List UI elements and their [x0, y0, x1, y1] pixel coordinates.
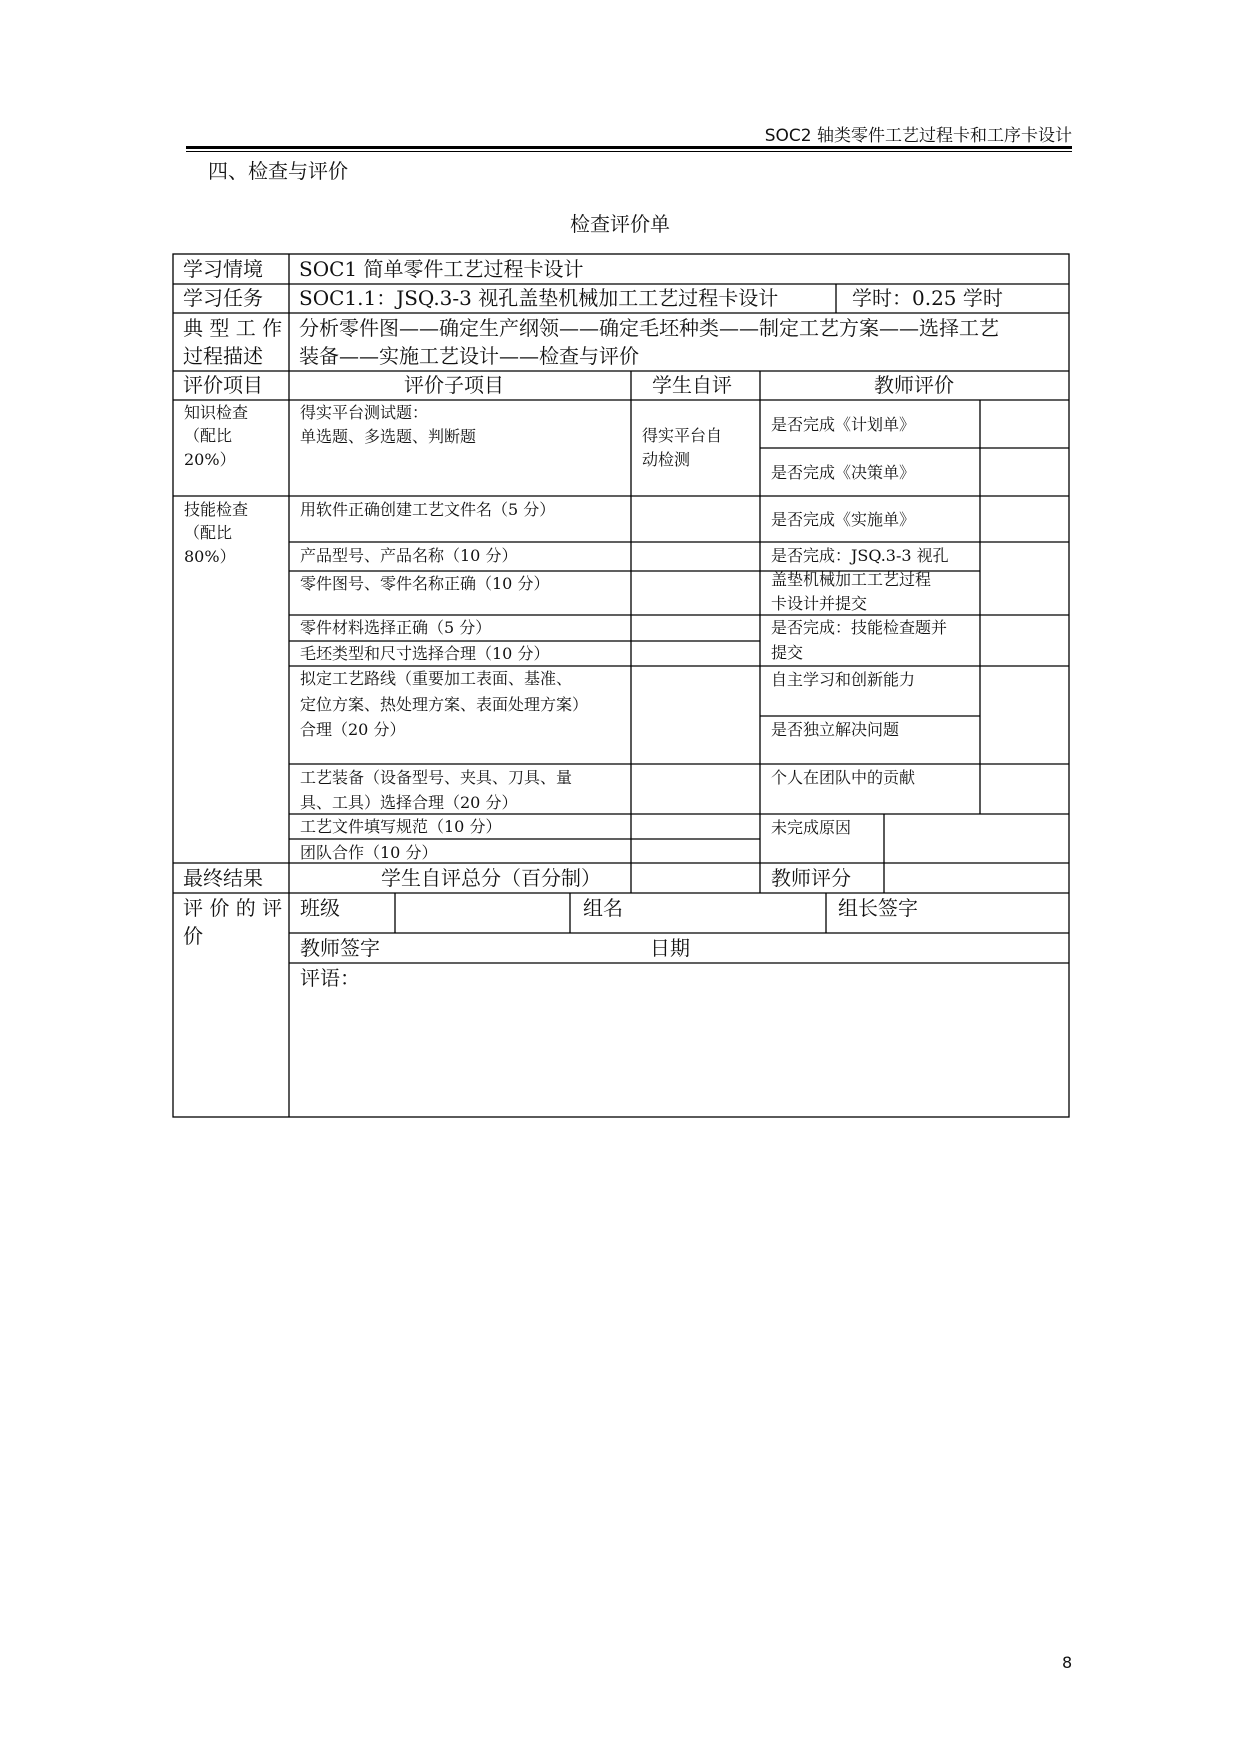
class-label: 班级 [300, 896, 340, 920]
task-value: SOC1.1：JSQ.3-3 视孔盖垫机械加工工艺过程卡设计 [299, 286, 779, 310]
col-header-subitem: 评价子项目 [404, 373, 504, 397]
skill-subitem-equipment-line-2: 具、工具）选择合理（20 分） [300, 793, 518, 812]
teacher-card-check-line-3: 卡设计并提交 [771, 594, 868, 613]
section-title: 四、检查与评价 [208, 159, 348, 183]
knowledge-ratio-value: 20%） [184, 450, 236, 469]
teacher-card-check-line-1: 是否完成：JSQ.3-3 视孔 [771, 546, 949, 565]
skill-ratio-label: （配比 [184, 523, 233, 542]
group-label: 组名 [583, 896, 623, 920]
knowledge-self-line-2: 动检测 [642, 450, 691, 469]
skill-subitem-teamwork: 团队合作（10 分） [300, 843, 438, 862]
col-header-teacher: 教师评价 [874, 373, 954, 397]
skill-subitem-route-line-2: 定位方案、热处理方案、表面处理方案） [300, 695, 589, 714]
situation-value: SOC1 简单零件工艺过程卡设计 [299, 257, 584, 281]
knowledge-self-line-1: 得实平台自 [642, 426, 723, 445]
meta-evaluation-label-line-1: 评 价 的 评 [183, 896, 283, 920]
teacher-implementation-check: 是否完成《实施单》 [771, 510, 916, 529]
knowledge-subitem-line-2: 单选题、多选题、判断题 [300, 427, 477, 446]
final-teacher-score-label: 教师评分 [771, 866, 851, 890]
teacher-self-study: 自主学习和创新能力 [771, 670, 916, 689]
teacher-decision-check: 是否完成《决策单》 [771, 463, 916, 482]
teacher-team-contribution: 个人在团队中的贡献 [771, 768, 916, 787]
skill-subitem-material: 零件材料选择正确（5 分） [300, 618, 492, 637]
col-header-self: 学生自评 [652, 373, 732, 397]
skill-subitem-file-name: 用软件正确创建工艺文件名（5 分） [300, 500, 556, 519]
teacher-skill-check-line-2: 提交 [771, 643, 804, 662]
teacher-plan-check: 是否完成《计划单》 [771, 415, 916, 434]
col-header-item: 评价项目 [183, 373, 263, 397]
running-header: SOC2 轴类零件工艺过程卡和工序卡设计 [764, 126, 1072, 146]
meta-evaluation-label-line-2: 价 [183, 924, 203, 948]
situation-label: 学习情境 [183, 257, 263, 281]
hours-value: 学时：0.25 学时 [852, 286, 1003, 310]
skill-subitem-route-line-1: 拟定工艺路线（重要加工表面、基准、 [300, 669, 573, 688]
process-description-line-1: 分析零件图——确定生产纲领——确定毛坯种类——制定工艺方案——选择工艺 [299, 316, 999, 340]
skill-subitem-product: 产品型号、产品名称（10 分） [300, 546, 518, 565]
knowledge-check-label: 知识检查 [184, 403, 249, 422]
skill-check-label: 技能检查 [184, 500, 249, 519]
skill-subitem-equipment-line-1: 工艺装备（设备型号、夹具、刀具、量 [300, 768, 573, 787]
skill-subitem-blank: 毛坯类型和尺寸选择合理（10 分） [300, 644, 550, 663]
process-description-line-2: 装备——实施工艺设计——检查与评价 [299, 344, 639, 368]
skill-subitem-part: 零件图号、零件名称正确（10 分） [300, 574, 550, 593]
teacher-skill-check-line-1: 是否完成：技能检查题并 [771, 618, 948, 637]
knowledge-ratio-label: （配比 [184, 426, 233, 445]
teacher-independent: 是否独立解决问题 [771, 720, 900, 739]
leader-signature-label: 组长签字 [838, 896, 918, 920]
process-label-line-1: 典 型 工 作 [183, 316, 283, 340]
page-number: 8 [1062, 1653, 1073, 1672]
task-label: 学习任务 [183, 286, 263, 310]
form-title: 检查评价单 [570, 212, 670, 236]
knowledge-subitem-line-1: 得实平台测试题： [300, 403, 429, 422]
skill-ratio-value: 80%） [184, 547, 236, 566]
skill-subitem-route-line-3: 合理（20 分） [300, 720, 406, 739]
skill-subitem-document: 工艺文件填写规范（10 分） [300, 817, 502, 836]
process-label-line-2: 过程描述 [183, 344, 263, 368]
comment-label: 评语： [300, 966, 360, 990]
date-label: 日期 [650, 936, 690, 960]
final-result-label: 最终结果 [183, 866, 263, 890]
teacher-incomplete-reason: 未完成原因 [771, 818, 852, 837]
teacher-card-check-line-2: 盖垫机械加工工艺过程 [771, 570, 932, 589]
final-self-total-label: 学生自评总分（百分制） [381, 866, 601, 890]
teacher-signature-label: 教师签字 [300, 936, 380, 960]
